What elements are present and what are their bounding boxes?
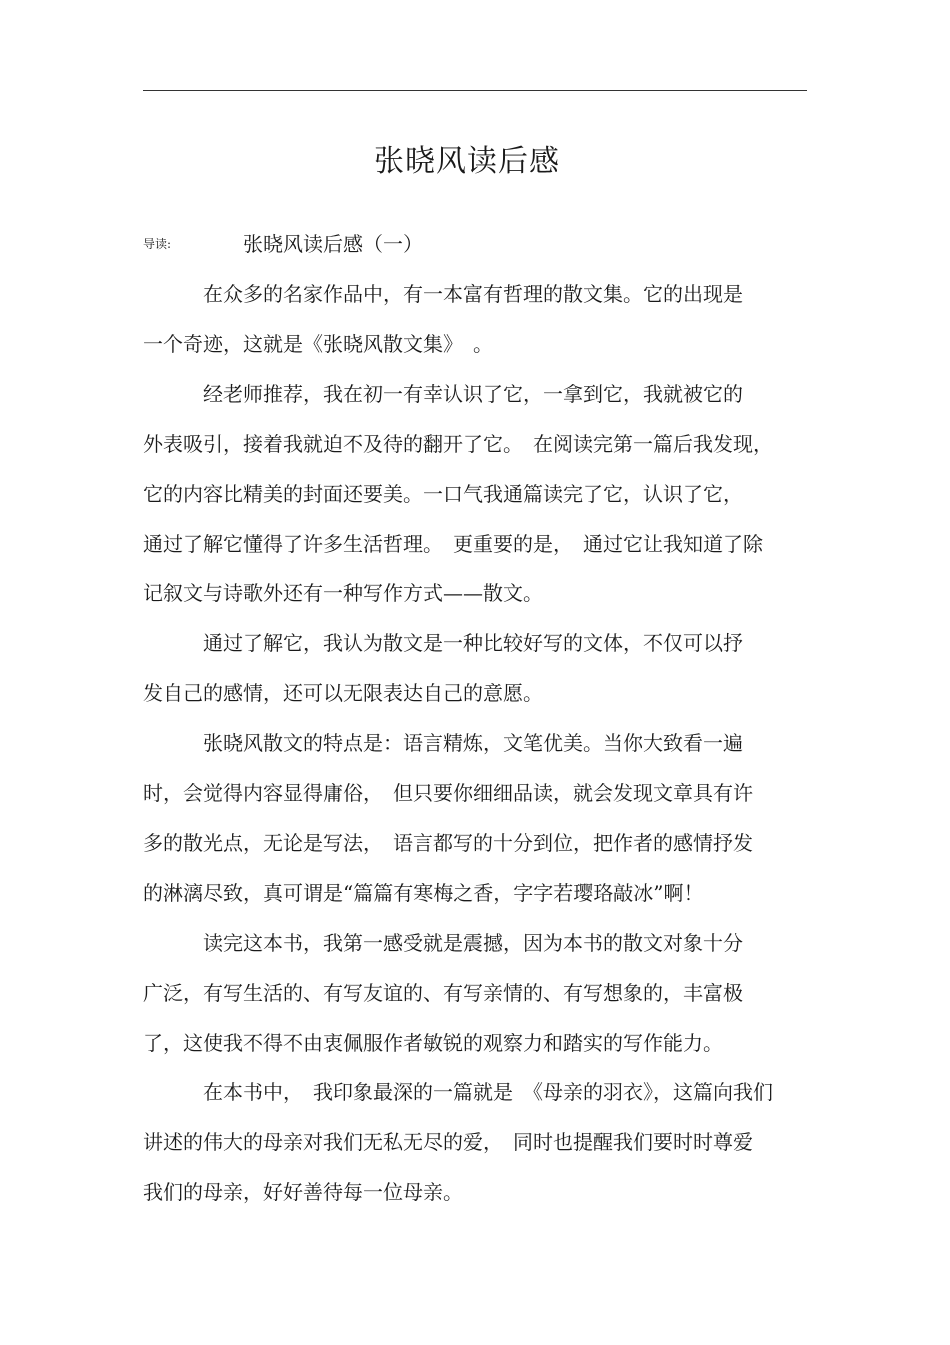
body-line: 了，这使我不得不由衷佩服作者敏锐的观察力和踏实的写作能力。 [143,1031,723,1055]
body-line: 讲述的伟大的母亲对我们无私无尽的爱， 同时也提醒我们要时时尊爱 [143,1130,753,1154]
body-line: 经老师推荐，我在初一有幸认识了它，一拿到它，我就被它的 [203,382,743,406]
body-line: 张晓风散文的特点是：语言精炼，文笔优美。当你大致看一遍 [203,731,743,755]
body-line: 时，会觉得内容显得庸俗， 但只要你细细品读，就会发现文章具有许 [143,781,753,805]
body-line: 在众多的名家作品中，有一本富有哲理的散文集。它的出现是 [203,282,743,306]
intro-label: 导读: [143,237,172,251]
document-title: 张晓风读后感 [374,144,560,179]
body-line: 外表吸引，接着我就迫不及待的翻开了它。 在阅读完第一篇后我发现， [143,432,773,456]
body-line: 多的散光点，无论是写法， 语言都写的十分到位，把作者的感情抒发 [143,831,753,855]
intro-subtitle: 张晓风读后感（一） [243,232,423,256]
body-line: 的淋漓尽致，真可谓是“篇篇有寒梅之香，字字若璎珞敲冰”啊！ [143,881,704,905]
body-line: 在本书中， 我印象最深的一篇就是 《母亲的羽衣》，这篇向我们 [203,1080,773,1104]
body-line: 我们的母亲，好好善待每一位母亲。 [143,1180,463,1204]
body-line: 通过了解它，我认为散文是一种比较好写的文体，不仅可以抒 [203,631,743,655]
body-line: 发自己的感情，还可以无限表达自己的意愿。 [143,681,543,705]
body-line: 一个奇迹，这就是《张晓风散文集》 。 [143,332,493,356]
intro-line [143,232,423,256]
body-line: 它的内容比精美的封面还要美。一口气我通篇读完了它，认识了它， [143,482,743,506]
body-line: 广泛，有写生活的、有写友谊的、有写亲情的、有写想象的，丰富极 [143,981,743,1005]
header-rule [143,90,807,91]
body-line: 通过了解它懂得了许多生活哲理。 更重要的是， 通过它让我知道了除 [143,532,763,556]
body-line: 读完这本书，我第一感受就是震撼，因为本书的散文对象十分 [203,931,743,955]
body-line: 记叙文与诗歌外还有一种写作方式——散文。 [143,581,543,605]
